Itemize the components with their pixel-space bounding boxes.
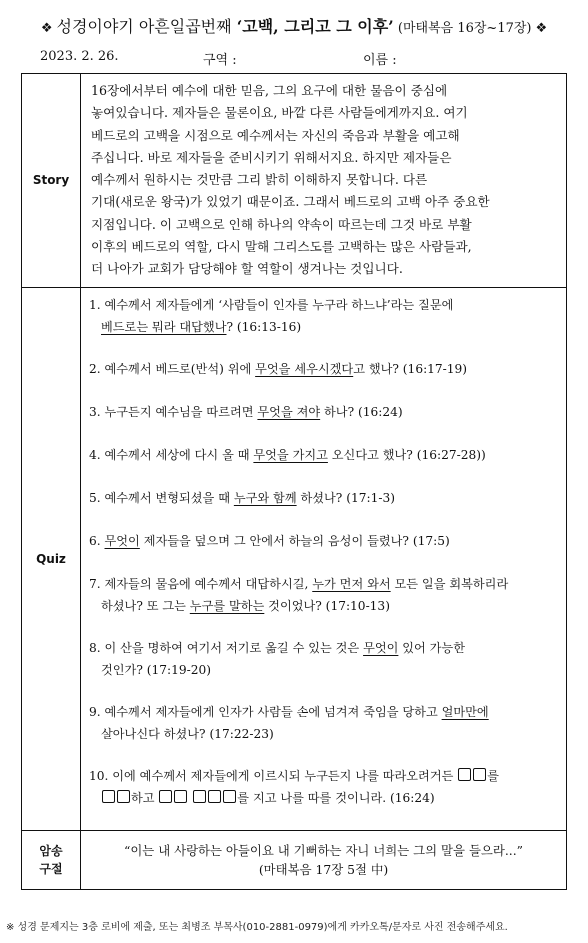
story-label: Story [22,74,81,288]
diamond-bullet-icon: ❖ [535,21,548,36]
quiz-question-7 [89,573,558,617]
answer-blank: 누구를 말하는 [189,598,265,613]
question-text: 것이었나? (17:10-13) [264,598,390,613]
blank-box-icon [473,768,486,781]
recite-label [22,830,81,889]
blank-box-icon [159,790,172,803]
recite-label-line: 암송 [39,843,63,858]
quiz-label: Quiz [22,287,81,830]
name-field[interactable]: 이름 : [363,53,397,68]
answer-blank: 누가 먼저 와서 [312,576,391,591]
question-text: 하고 [131,790,159,805]
answer-blank: 누구와 함께 [233,490,297,505]
blank-box-icon [117,790,130,803]
footer-note: ※ 성경 문제지는 3층 로비에 제출, 또는 최병조 부목사(010-2881-0979)에게 카카오톡/문자로 사진 전송해주세요. [6,922,508,933]
question-text: 를 지고 나를 따를 것이니라. (16:24) [237,790,435,805]
question-text: 제자들을 덮으며 그 안에서 하늘의 음성이 들렸나? (17:5) [139,533,450,548]
answer-blank: 얼마만에 [441,704,489,719]
question-text: 고 했나? (16:17-19) [353,361,468,376]
answer-blank: 무엇이 [363,640,399,655]
question-text: 10. 이에 예수께서 제자들에게 이르시되 누구든지 나를 따라오려거든 [89,768,458,783]
question-text: 8. 이 산을 명하여 여기서 저기로 옮길 수 있는 것은 [89,640,364,655]
info-row [40,49,560,71]
recite-row [22,830,567,889]
answer-blank: 베드로는 뭐라 대답했나 [101,319,227,334]
answer-blank: 무엇을 세우시겠다 [255,361,354,376]
quiz-row [22,287,567,830]
question-text: 3. 누구든지 예수님을 따르려면 [89,404,258,419]
story-line: 기대(새로운 왕국)가 있었기 때문이죠. 그래서 베드로의 고백 아주 중요한 [91,194,490,210]
question-text: 살아나신다 하셨나? (17:22-23) [101,726,274,741]
answer-blank: 무엇이 [104,533,140,548]
story-line: 더 나아가 교회가 담당해야 할 역할이 생겨나는 것입니다. [91,261,403,277]
page-title [0,14,588,37]
story-line: 주십니다. 바로 제자들을 준비시키기 위해서지요. 하지만 제자들은 [91,149,452,165]
question-text: 1. 예수께서 제자들에게 ‘사람들이 인자를 누구라 하느냐’라는 질문에 [89,297,454,312]
story-line: 지점입니다. 이 고백으로 인해 하나의 약속이 따르는데 그것 바로 부활 [91,216,472,232]
blank-box-icon [223,790,236,803]
question-text: 것인가? (17:19-20) [101,662,211,677]
quiz-questions [81,287,567,830]
question-text: 9. 예수께서 제자들에게 인자가 사람들 손에 넘겨져 죽임을 당하고 [89,704,442,719]
question-text: 7. 제자들의 물음에 예수께서 대답하시길, [89,576,313,591]
quiz-question-8 [89,637,558,681]
question-text: 하셨나? (17:1-3) [296,490,395,505]
recite-label-line: 구절 [39,861,63,876]
story-line: 16장에서부터 예수에 대한 믿음, 그의 요구에 대한 물음이 중심에 [91,83,448,98]
title-reference: (마태복음 16장~17장) [393,21,532,36]
question-text: ? (16:13-16) [226,319,302,334]
quiz-question-9 [89,701,558,745]
question-text: 2. 예수께서 베드로(반석) 위에 [89,361,256,376]
story-text [81,74,567,288]
worksheet-table [21,73,567,890]
quiz-question-10 [89,765,558,809]
story-line: 베드로의 고백을 시점으로 예수께서는 자신의 죽음과 부활을 예고해 [91,127,460,143]
story-row [22,74,567,288]
area-field[interactable]: 구역 : [203,53,237,68]
story-line: 놓여있습니다. 제자들은 물론이요, 바깥 다른 사람들에게까지요. 여기 [91,105,468,121]
blank-box-icon [102,790,115,803]
question-text: 있어 가능한 [398,640,466,655]
question-text: 5. 예수께서 변형되셨을 때 [89,490,234,505]
question-text: 4. 예수께서 세상에 다시 올 때 [89,447,254,462]
quiz-question-1 [89,294,558,338]
blank-box-icon [174,790,187,803]
recite-verse [81,830,567,889]
quiz-question-2 [89,358,558,380]
date-field: 2023. 2. 26. [40,49,119,64]
answer-blank: 무엇을 가지고 [253,447,328,462]
question-text: 오신다고 했나? (16:27-28)) [327,447,486,462]
verse-text: “이는 내 사랑하는 아들이요 내 기뻐하는 자니 너희는 그의 말을 들으라...” [123,842,523,858]
question-text: 하나? (16:24) [320,404,403,419]
answer-blank: 무엇을 져야 [257,404,321,419]
question-text: 모든 일을 회복하리라 [390,576,509,591]
quiz-question-3 [89,401,558,423]
quiz-question-4 [89,444,558,466]
blank-box-icon [458,768,471,781]
question-text: 하셨나? 또 그는 [101,598,190,613]
quiz-question-5 [89,487,558,509]
story-line: 이후의 베드로의 역할, 다시 말해 그리스도를 고백하는 많은 사람들과, [91,239,472,255]
diamond-bullet-icon: ❖ [40,21,53,36]
blank-box-icon [208,790,221,803]
story-line: 예수께서 원하시는 것만큼 그리 밝히 이해하지 못합니다. 다른 [91,172,428,188]
question-text: 6. [89,533,105,548]
question-text: 를 [487,768,500,783]
verse-reference: (마태복음 17장 5절 中) [258,861,389,877]
title-emphasis: ‘고백, 그리고 그 이후’ [236,17,394,36]
blank-box-icon [193,790,206,803]
quiz-question-6 [89,530,558,552]
title-prefix: 성경이야기 아흔일곱번째 [56,17,237,36]
